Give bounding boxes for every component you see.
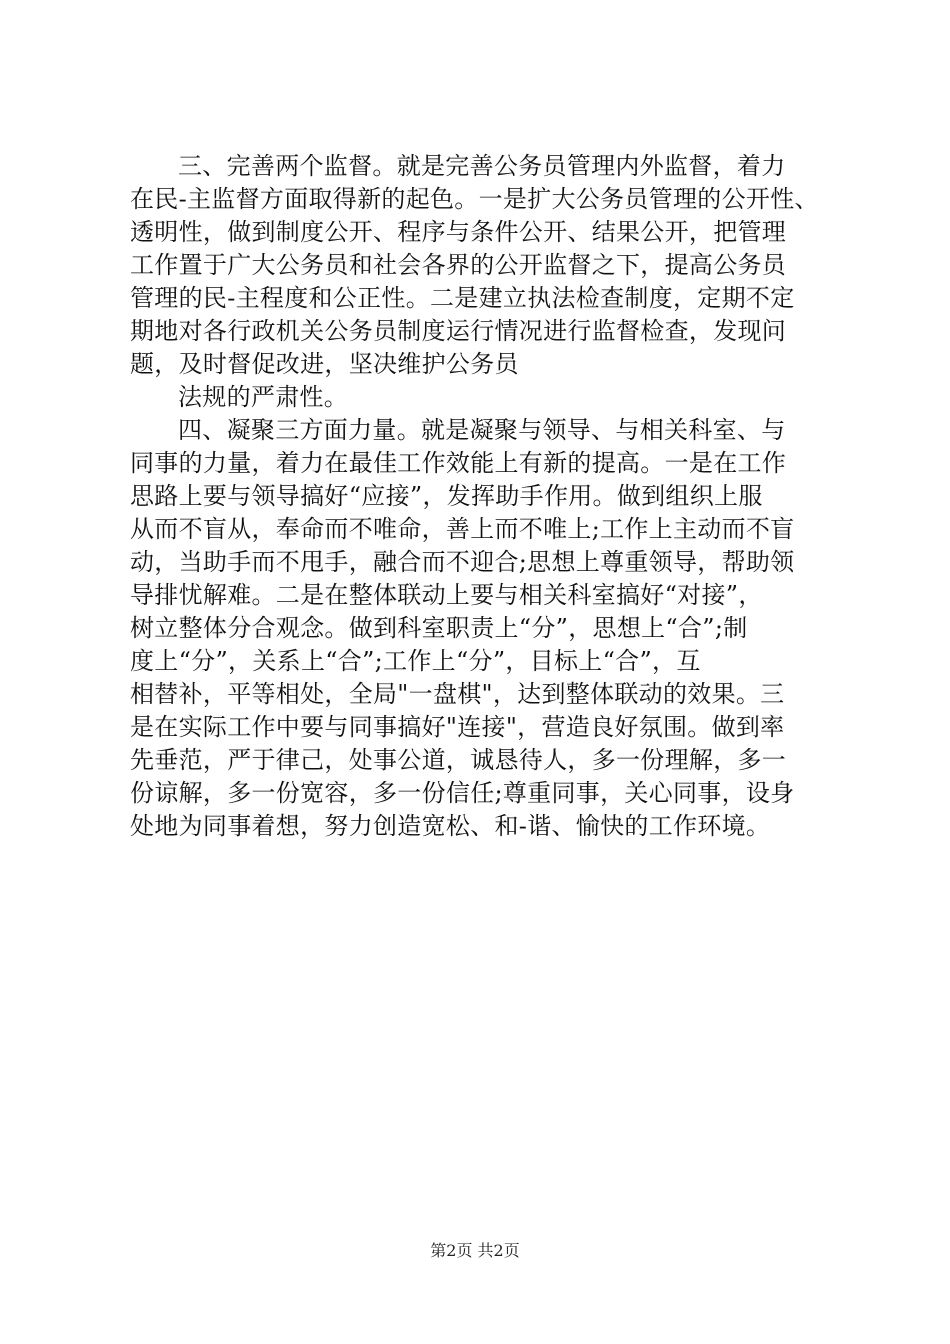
text-line: 度上“分”，关系上“合”;工作上“分”，目标上“合”，互 (130, 647, 701, 675)
text-line: 管理的民-主程度和公正性。二是建立执法检查制度，定期不定 (130, 284, 795, 312)
text-line: 在民-主监督方面取得新的起色。一是扩大公务员管理的公开性、 (130, 185, 819, 213)
text-line: 处地为同事着想，努力创造宽松、和-谐、愉快的工作环境。 (130, 812, 771, 840)
page-footer: 第2页 共2页 (430, 1241, 520, 1260)
text-line: 透明性，做到制度公开、程序与条件公开、结果公开，把管理 (130, 218, 787, 246)
text-line: 份谅解，多一份宽容，多一份信任;尊重同事，关心同事，设身 (130, 779, 795, 807)
text-line: 工作置于广大公务员和社会各界的公开监督之下，提高公务员 (130, 251, 787, 279)
document-body (130, 150, 830, 843)
text-line: 四、凝聚三方面力量。就是凝聚与领导、与相关科室、与 (178, 416, 786, 444)
text-line: 同事的力量，着力在最佳工作效能上有新的提高。一是在工作 (130, 449, 787, 477)
text-line: 动，当助手而不甩手，融合而不迎合;思想上尊重领导，帮助领 (130, 548, 795, 576)
text-line: 相替补，平等相处，全局"一盘棋"，达到整体联动的效果。三 (130, 680, 785, 708)
text-line: 是在实际工作中要与同事搞好"连接"，营造良好氛围。做到率 (130, 713, 785, 741)
text-line: 导排忧解难。二是在整体联动上要与相关科室搞好“对接”， (130, 581, 763, 609)
text-line: 思路上要与领导搞好“应接”，发挥助手作用。做到组织上服 (130, 482, 763, 510)
text-line: 树立整体分合观念。做到科室职责上“分”，思想上“合”;制 (130, 614, 748, 642)
text-line: 法规的严肃性。 (178, 383, 349, 411)
text-line: 三、完善两个监督。就是完善公务员管理内外监督，着力 (178, 152, 786, 180)
text-line: 题，及时督促改进，坚决维护公务员 (130, 350, 519, 378)
text-line: 期地对各行政机关公务员制度运行情况进行监督检查，发现问 (130, 317, 787, 345)
text-line: 先垂范，严于律己，处事公道，诚恳待人，多一份理解，多一 (130, 746, 787, 774)
text-line: 从而不盲从，奉命而不唯命，善上而不唯上;工作上主动而不盲 (130, 515, 795, 543)
